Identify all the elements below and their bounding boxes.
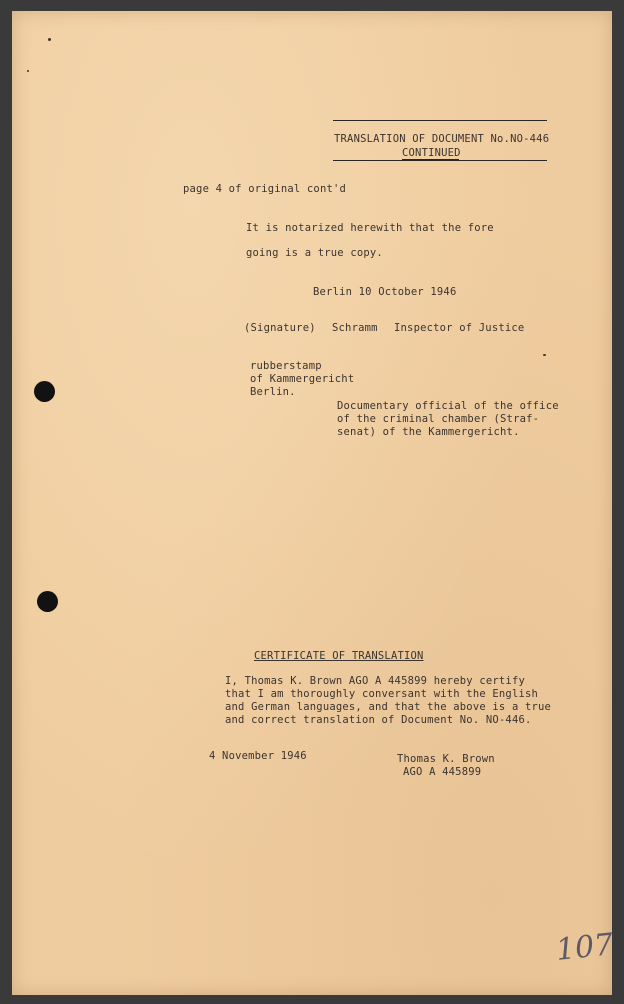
document-page	[12, 11, 612, 995]
stamp-line-1: rubberstamp	[250, 360, 322, 372]
certificate-line-2: that I am thoroughly conversant with the English	[225, 688, 539, 700]
certificate-line-4: and correct translation of Document No. NO-446.	[225, 714, 532, 726]
punch-hole-lower	[37, 591, 58, 612]
stamp-line-2: of Kammergericht	[250, 373, 355, 385]
translator-id: AGO A 445899	[403, 766, 482, 778]
header-bottom-rule	[333, 160, 547, 161]
header-title: TRANSLATION OF DOCUMENT No.NO-446	[334, 133, 550, 145]
header-subtitle: CONTINUED	[402, 147, 461, 159]
certificate-date: 4 November 1946	[209, 750, 307, 762]
official-line-1: Documentary official of the office	[337, 400, 559, 412]
notarized-line-2: going is a true copy.	[246, 247, 383, 259]
official-line-2: of the criminal chamber (Straf-	[337, 413, 540, 425]
certificate-line-1: I, Thomas K. Brown AGO A 445899 hereby certify	[225, 675, 525, 687]
ink-speck	[27, 70, 29, 72]
ink-speck	[543, 354, 546, 356]
stamp-line-3: Berlin.	[250, 386, 296, 398]
page-note: page 4 of original cont'd	[183, 183, 347, 195]
signatory-title: Inspector of Justice	[394, 322, 525, 334]
signature-label: (Signature)	[244, 322, 316, 334]
certificate-line-3: and German languages, and that the above is a true	[225, 701, 552, 713]
header-top-rule	[333, 120, 547, 121]
place-date: Berlin 10 October 1946	[313, 286, 457, 298]
ink-speck	[48, 38, 51, 41]
punch-hole-upper	[34, 381, 55, 402]
notarized-line-1: It is notarized herewith that the fore	[246, 222, 494, 234]
translator-name: Thomas K. Brown	[397, 753, 495, 765]
handwritten-page-number: 107	[554, 927, 615, 968]
official-line-3: senat) of the Kammergericht.	[337, 426, 520, 438]
certificate-title: CERTIFICATE OF TRANSLATION	[254, 650, 424, 662]
signatory-name: Schramm	[332, 322, 378, 334]
